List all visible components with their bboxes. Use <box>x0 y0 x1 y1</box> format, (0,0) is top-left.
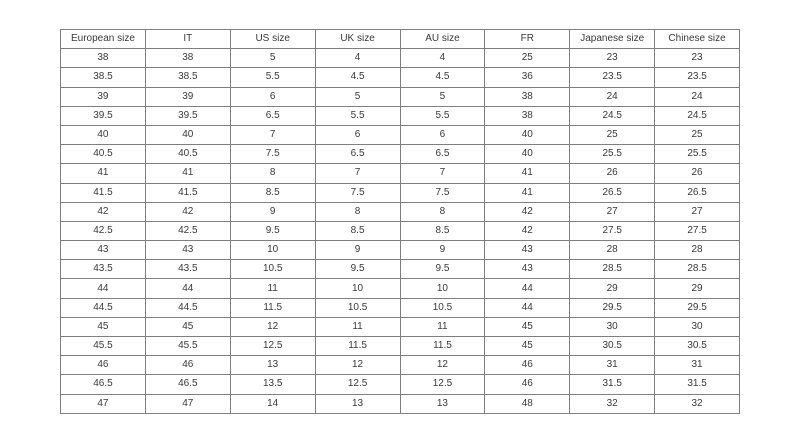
table-cell: 8 <box>230 164 315 183</box>
table-cell: 28 <box>570 241 655 260</box>
table-row <box>61 202 740 221</box>
table-cell: 45.5 <box>61 337 146 356</box>
table-cell: 10 <box>315 279 400 298</box>
table-cell: 32 <box>570 394 655 413</box>
table-cell: 7 <box>315 164 400 183</box>
table-cell: 46.5 <box>61 375 146 394</box>
table-cell: 40.5 <box>61 145 146 164</box>
table-cell: 5.5 <box>400 106 485 125</box>
table-cell: 27 <box>570 202 655 221</box>
table-row <box>61 298 740 317</box>
table-row <box>61 356 740 375</box>
table-cell: 24.5 <box>570 106 655 125</box>
table-cell: 9 <box>230 202 315 221</box>
table-cell: 31.5 <box>570 375 655 394</box>
column-header: Chinese size <box>655 30 740 49</box>
table-header-row <box>61 30 740 49</box>
table-cell: 5 <box>230 49 315 68</box>
table-cell: 43 <box>61 241 146 260</box>
column-header: FR <box>485 30 570 49</box>
table-cell: 4.5 <box>315 68 400 87</box>
table-cell: 45 <box>145 317 230 336</box>
table-cell: 28.5 <box>570 260 655 279</box>
table-cell: 42.5 <box>145 221 230 240</box>
table-cell: 25.5 <box>570 145 655 164</box>
table-cell: 40 <box>485 125 570 144</box>
table-cell: 6.5 <box>230 106 315 125</box>
table-cell: 4.5 <box>400 68 485 87</box>
table-cell: 29 <box>655 279 740 298</box>
table-cell: 12 <box>400 356 485 375</box>
table-cell: 10 <box>230 241 315 260</box>
table-cell: 11 <box>400 317 485 336</box>
column-header: European size <box>61 30 146 49</box>
table-cell: 25 <box>570 125 655 144</box>
table-cell: 7.5 <box>315 183 400 202</box>
table-cell: 39.5 <box>61 106 146 125</box>
table-cell: 25 <box>485 49 570 68</box>
table-row <box>61 241 740 260</box>
table-cell: 30 <box>570 317 655 336</box>
table-row <box>61 183 740 202</box>
table-cell: 13 <box>315 394 400 413</box>
table-cell: 23.5 <box>655 68 740 87</box>
table-cell: 43 <box>145 241 230 260</box>
table-cell: 26.5 <box>655 183 740 202</box>
table-cell: 7 <box>230 125 315 144</box>
table-cell: 38.5 <box>61 68 146 87</box>
table-cell: 41 <box>485 164 570 183</box>
table-cell: 38.5 <box>145 68 230 87</box>
table-row <box>61 125 740 144</box>
table-cell: 10 <box>400 279 485 298</box>
table-cell: 7 <box>400 164 485 183</box>
table-cell: 8 <box>400 202 485 221</box>
table-cell: 12.5 <box>400 375 485 394</box>
table-cell: 11.5 <box>315 337 400 356</box>
table-cell: 11 <box>315 317 400 336</box>
table-cell: 46 <box>61 356 146 375</box>
table-cell: 48 <box>485 394 570 413</box>
table-cell: 45 <box>61 317 146 336</box>
column-header: IT <box>145 30 230 49</box>
table-cell: 47 <box>61 394 146 413</box>
table-cell: 42 <box>61 202 146 221</box>
table-cell: 46 <box>485 356 570 375</box>
table-row <box>61 68 740 87</box>
table-cell: 44.5 <box>61 298 146 317</box>
table-cell: 45 <box>485 317 570 336</box>
table-cell: 5.5 <box>230 68 315 87</box>
table-cell: 30.5 <box>655 337 740 356</box>
table-cell: 28.5 <box>655 260 740 279</box>
table-cell: 26.5 <box>570 183 655 202</box>
table-row <box>61 394 740 413</box>
table-cell: 42 <box>485 221 570 240</box>
table-cell: 46.5 <box>145 375 230 394</box>
table-cell: 23.5 <box>570 68 655 87</box>
table-cell: 39 <box>145 87 230 106</box>
table-cell: 5 <box>315 87 400 106</box>
table-cell: 38 <box>61 49 146 68</box>
table-cell: 24 <box>655 87 740 106</box>
table-cell: 46 <box>145 356 230 375</box>
table-cell: 29 <box>570 279 655 298</box>
table-row <box>61 106 740 125</box>
table-cell: 26 <box>570 164 655 183</box>
table-cell: 23 <box>570 49 655 68</box>
table-cell: 13 <box>230 356 315 375</box>
table-cell: 9 <box>315 241 400 260</box>
table-cell: 40 <box>485 145 570 164</box>
size-conversion-table <box>60 29 740 414</box>
table-cell: 31 <box>655 356 740 375</box>
table-cell: 8 <box>315 202 400 221</box>
table-cell: 6 <box>230 87 315 106</box>
table-cell: 10.5 <box>400 298 485 317</box>
table-body <box>61 49 740 414</box>
table-cell: 12 <box>315 356 400 375</box>
table-cell: 36 <box>485 68 570 87</box>
table-cell: 41 <box>61 164 146 183</box>
table-cell: 10.5 <box>315 298 400 317</box>
table-cell: 46 <box>485 375 570 394</box>
table-cell: 41.5 <box>145 183 230 202</box>
table-cell: 7.5 <box>230 145 315 164</box>
table-row <box>61 375 740 394</box>
table-cell: 43.5 <box>61 260 146 279</box>
table-cell: 11.5 <box>230 298 315 317</box>
table-cell: 12.5 <box>315 375 400 394</box>
table-cell: 4 <box>315 49 400 68</box>
table-cell: 9.5 <box>230 221 315 240</box>
table-cell: 8.5 <box>315 221 400 240</box>
table-cell: 8.5 <box>400 221 485 240</box>
table-cell: 13.5 <box>230 375 315 394</box>
table-cell: 24 <box>570 87 655 106</box>
table-cell: 9 <box>400 241 485 260</box>
table-row <box>61 87 740 106</box>
table-cell: 27.5 <box>570 221 655 240</box>
table-cell: 23 <box>655 49 740 68</box>
column-header: UK size <box>315 30 400 49</box>
table-cell: 41 <box>485 183 570 202</box>
table-cell: 9.5 <box>400 260 485 279</box>
table-cell: 6.5 <box>400 145 485 164</box>
column-header: US size <box>230 30 315 49</box>
table-cell: 27 <box>655 202 740 221</box>
table-cell: 44 <box>485 279 570 298</box>
table-cell: 38 <box>485 87 570 106</box>
table-cell: 4 <box>400 49 485 68</box>
table-cell: 10.5 <box>230 260 315 279</box>
table-head <box>61 30 740 49</box>
table-cell: 45 <box>485 337 570 356</box>
table-cell: 9.5 <box>315 260 400 279</box>
table-cell: 32 <box>655 394 740 413</box>
table-row <box>61 337 740 356</box>
table-cell: 47 <box>145 394 230 413</box>
table-cell: 6 <box>400 125 485 144</box>
table-cell: 42 <box>145 202 230 221</box>
table-cell: 39 <box>61 87 146 106</box>
table-cell: 14 <box>230 394 315 413</box>
table-cell: 5 <box>400 87 485 106</box>
table-row <box>61 279 740 298</box>
table-cell: 41.5 <box>61 183 146 202</box>
table-cell: 12.5 <box>230 337 315 356</box>
table-cell: 29.5 <box>655 298 740 317</box>
table-cell: 40 <box>145 125 230 144</box>
table-cell: 40 <box>61 125 146 144</box>
table-row <box>61 164 740 183</box>
table-cell: 13 <box>400 394 485 413</box>
table-row <box>61 260 740 279</box>
table-cell: 29.5 <box>570 298 655 317</box>
table-row <box>61 145 740 164</box>
table-cell: 45.5 <box>145 337 230 356</box>
table-cell: 31 <box>570 356 655 375</box>
table-cell: 7.5 <box>400 183 485 202</box>
table-cell: 30 <box>655 317 740 336</box>
table-cell: 42 <box>485 202 570 221</box>
table-cell: 41 <box>145 164 230 183</box>
table-cell: 28 <box>655 241 740 260</box>
table-cell: 5.5 <box>315 106 400 125</box>
table-cell: 6 <box>315 125 400 144</box>
column-header: Japanese size <box>570 30 655 49</box>
table-cell: 44 <box>61 279 146 298</box>
table-cell: 11.5 <box>400 337 485 356</box>
table-cell: 38 <box>145 49 230 68</box>
table-cell: 26 <box>655 164 740 183</box>
table-cell: 8.5 <box>230 183 315 202</box>
table-cell: 40.5 <box>145 145 230 164</box>
table-cell: 25 <box>655 125 740 144</box>
table-cell: 6.5 <box>315 145 400 164</box>
table-row <box>61 49 740 68</box>
table-cell: 44 <box>145 279 230 298</box>
table-cell: 25.5 <box>655 145 740 164</box>
table-cell: 11 <box>230 279 315 298</box>
table-cell: 24.5 <box>655 106 740 125</box>
table-cell: 12 <box>230 317 315 336</box>
table-cell: 42.5 <box>61 221 146 240</box>
table-cell: 31.5 <box>655 375 740 394</box>
table-cell: 44.5 <box>145 298 230 317</box>
column-header: AU size <box>400 30 485 49</box>
table-cell: 43.5 <box>145 260 230 279</box>
table-row <box>61 317 740 336</box>
table-cell: 30.5 <box>570 337 655 356</box>
table-cell: 27.5 <box>655 221 740 240</box>
table-cell: 39.5 <box>145 106 230 125</box>
table-row <box>61 221 740 240</box>
table-cell: 38 <box>485 106 570 125</box>
table-cell: 43 <box>485 241 570 260</box>
table-cell: 44 <box>485 298 570 317</box>
table-cell: 43 <box>485 260 570 279</box>
